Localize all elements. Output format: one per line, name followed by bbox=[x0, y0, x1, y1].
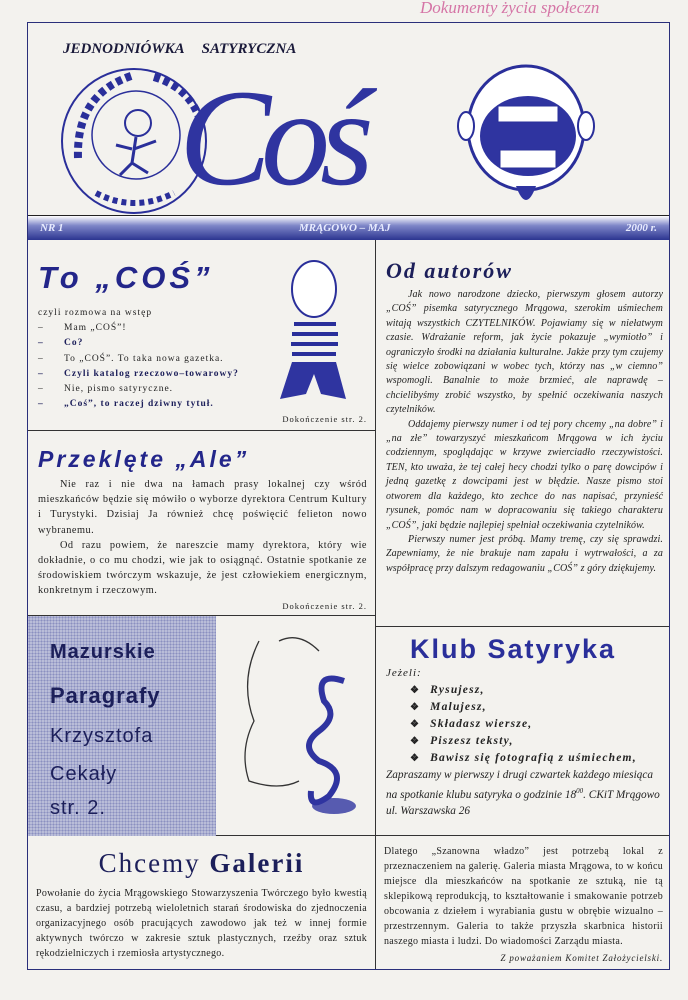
mazurskie-paragrafy-promo bbox=[28, 615, 375, 835]
left-column bbox=[28, 240, 376, 835]
article-paragraph: Nie raz i nie dwa na łamach prasy lokalnej czy wśród mieszkańców będzie się mówiło o wyborze dyrektora Centrum Kultury i Turystyki. Dzisiaj Ja również chcę poświęcić felieton nowo wybranemu. bbox=[38, 479, 367, 536]
article-title: Klub Satyryka bbox=[410, 634, 617, 664]
article-lead: czyli rozmowa na wstęp bbox=[38, 308, 153, 318]
dash: – bbox=[38, 323, 44, 334]
signature: Z poważaniem Komitet Założycielski. bbox=[500, 952, 663, 963]
club-criteria-text: Malujesz, bbox=[430, 701, 487, 713]
club-minutes: 00 bbox=[576, 787, 584, 795]
article-od-autorow bbox=[376, 240, 669, 626]
promo-line: Mazurskie bbox=[50, 640, 156, 663]
article-title: Od autorów bbox=[386, 258, 513, 283]
paragraph-sign-figure-illustration bbox=[219, 621, 369, 831]
article-chcemy-galerii-continued bbox=[376, 836, 669, 969]
club-address: . CKiT Mrągowo ul. Warszawska 26 bbox=[386, 788, 660, 817]
club-criteria-text: Rysujesz, bbox=[430, 684, 485, 696]
promo-line: str. 2. bbox=[50, 796, 106, 819]
club-criteria-item bbox=[410, 699, 665, 716]
club-criteria-text: Składasz wiersze, bbox=[430, 718, 533, 730]
club-criteria-item bbox=[410, 733, 665, 750]
article-paragraph: Jak nowo narodzone dziecko, pierwszym głosem autorzy „COŚ” pisemka satyrycznego Mrągowa, szerokim uśmiechem witają wszystkich CZYTELNIKÓW. Pojawiamy się w niełatwym czasie. Wdrażanie reform, jak życie pokazuje „wymiotło” i ograniczyło środki na działania kulturalne. Jakże przy tym czujemy się wielce zobowiązani w wobec tych, którzy nas „w ciemno” wspomogli. Banalnie to może brzmieć, ale naprawdę – chcielibyśmy zrobić wszystko, by spełnić oczekiwania naszych czytelników. bbox=[386, 289, 663, 416]
dialog-text: „Coś”, to raczej dziwny tytuł. bbox=[64, 399, 214, 410]
promo-line: Cekały bbox=[50, 762, 118, 785]
article-przeklete-ale bbox=[28, 430, 375, 615]
club-criteria-item bbox=[410, 750, 665, 767]
club-criteria-item bbox=[410, 682, 665, 699]
diamond-flower-icon: ❖ bbox=[410, 719, 421, 730]
club-criteria-list bbox=[386, 682, 665, 767]
diamond-flower-icon: ❖ bbox=[410, 736, 421, 747]
club-criteria-text: Bawisz się fotografią z uśmiechem, bbox=[430, 752, 637, 764]
club-invitation: Zapraszamy w pierwszy i drugi czwartek każdego miesiąca na spotkanie klubu satyryka o godzinie bbox=[386, 769, 654, 801]
article-paragraph: Powołanie do życia Mrągowskiego Stowarzyszenia Twórczego było kwestią czasu, a bardziej potrzebą wieloletnich starań środowiska do zjednoczenia organizacyjnego osób pracujących zawodowo jak też w innej formie aktywnych twórczo w zakresie sztuk plastycznych, rzeźby oraz sztuk rękodzielniczych i rzemiosła artystycznego. bbox=[36, 887, 367, 959]
club-hour: 18 bbox=[564, 788, 577, 801]
issue-number: NR 1 bbox=[40, 222, 64, 234]
masthead-logo: Coś bbox=[179, 61, 364, 214]
dialog-line bbox=[38, 367, 266, 382]
dialog-text: Mam „COŚ”! bbox=[64, 323, 127, 334]
article-paragraph: Oddajemy pierwszy numer i od tej pory chcemy „na dobre” i „na złe” towarzyszyć mieszkańcom Mrągowa w ich życiu codziennym, spoglądając w krzywe zwierciadło rzeczywistości. TEN, kto uważa, że tej całej hecy chodzi tylko o parę dowcipów i jedną gazetkę z dowcipami jest w błędzie. Nasze pismo stoi otworem dla każdego, kto zechce do nas napisać, przynieść rysunek, pomóc nam w dopracowaniu się takiego charakteru „COŚ”, jaki będzie najlepiej spełniał oczekiwania czytelników. bbox=[386, 418, 663, 531]
promo-line: Paragrafy bbox=[50, 682, 161, 708]
dialog-text: Nie, pismo satyryczne. bbox=[64, 384, 174, 395]
laughing-face-illustration bbox=[456, 56, 596, 214]
issue-banner bbox=[28, 215, 669, 240]
continued-note: Dokończenie str. 2. bbox=[282, 600, 367, 611]
dash: – bbox=[38, 399, 44, 410]
dash: – bbox=[38, 368, 44, 379]
promo-line: Krzysztofa bbox=[50, 724, 154, 747]
article-paragraph: Pierwszy numer jest próbą. Mamy tremę, czy się sprawdzi. Zapewniamy, że nie brakuje nam zapału i wytrwałości, a za współpracę przy dalszym redagowaniu „COŚ” z góry dziękujemy. bbox=[386, 533, 663, 574]
article-paragraph: Dlatego „Szanowna władzo” jest potrzebą lokal z przeznaczeniem na galerię. Galeria miasta Mrągowa, to w końcu miejsce dla mieszkańców na spotkanie ze sztuką, nie tą sklepikową reprodukcją, to kształtowanie i smakowanie potrzeb obcowania z dziełem i wyrabiania gustu w obrębie wizualno – przestrzennym. Galeria to także przyszła skarbnica historii naszego miasta i ludzi. Do wiadomości Zarządu miasta. bbox=[384, 845, 663, 947]
dash: – bbox=[38, 384, 44, 395]
article-title: To „COŚ” bbox=[38, 260, 214, 295]
club-criteria-text: Piszesz teksty, bbox=[430, 735, 514, 747]
dialog-list bbox=[38, 321, 266, 412]
club-intro: Jeżeli: bbox=[386, 667, 422, 679]
continued-note: Dokończenie str. 2. bbox=[282, 414, 367, 425]
dialog-line bbox=[38, 382, 266, 397]
archive-stamp: Dokumenty życia społeczn bbox=[420, 0, 600, 17]
dialog-text: Co? bbox=[64, 338, 84, 349]
diamond-flower-icon: ❖ bbox=[410, 685, 421, 696]
club-criteria-item bbox=[410, 716, 665, 733]
dialog-line bbox=[38, 336, 266, 351]
dash: – bbox=[38, 338, 44, 349]
bottom-row bbox=[28, 835, 669, 969]
dialog-line bbox=[38, 352, 266, 367]
dialog-text: Czyli katalog rzeczowo–towarowy? bbox=[64, 368, 239, 379]
dialog-line bbox=[38, 397, 266, 412]
article-to-cos bbox=[28, 240, 375, 430]
article-title-part: Galerii bbox=[209, 847, 305, 878]
article-klub-satyryka bbox=[376, 626, 669, 823]
issue-place-date: MRĄGOWO – MAJ bbox=[298, 222, 391, 234]
dialog-line bbox=[38, 321, 266, 336]
right-column bbox=[376, 240, 669, 835]
diamond-flower-icon: ❖ bbox=[410, 753, 421, 764]
article-paragraph: Od razu powiem, że nareszcie mamy dyrektora, który wie dokładnie, o co mu chodzi, wie jak to osiągnąć. Ostatnie spotkanie ze środowiskiem twórczym wskazuje, że jest człowiekiem energicznym, konkretnym i rzeczowym. bbox=[38, 539, 367, 597]
article-chcemy-galerii bbox=[28, 836, 376, 969]
dialog-text: To „COŚ”. To taka nowa gazetka. bbox=[64, 353, 224, 364]
boy-striped-shirt-illustration bbox=[266, 254, 361, 412]
diamond-flower-icon: ❖ bbox=[410, 702, 421, 713]
main-row bbox=[28, 240, 669, 835]
article-title: Przeklęte „Ale” bbox=[38, 446, 250, 472]
article-title-part: Chcemy bbox=[98, 847, 210, 878]
issue-year: 2000 r. bbox=[625, 222, 657, 234]
masthead bbox=[28, 23, 669, 215]
dash: – bbox=[38, 353, 44, 364]
masthead-subtitle: JEDNODNIÓWKA SATYRYCZNA bbox=[63, 41, 297, 57]
page-frame bbox=[27, 22, 670, 970]
